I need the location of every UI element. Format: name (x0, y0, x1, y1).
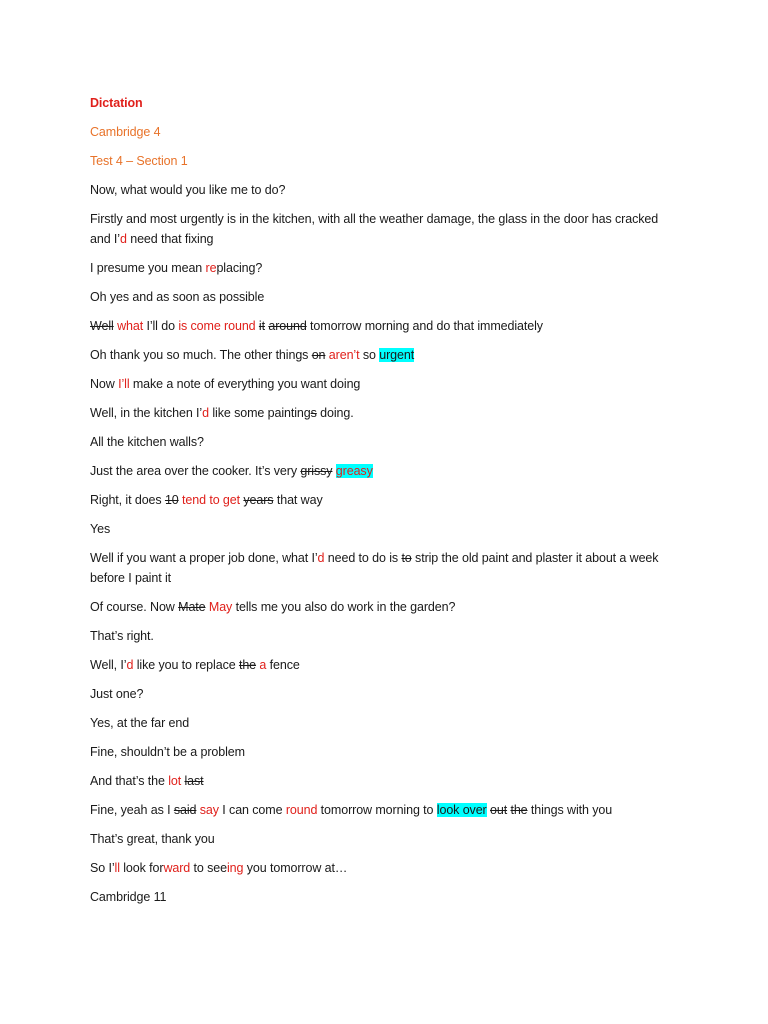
line-text: you tomorrow at… (243, 861, 348, 875)
marked-text: s (310, 406, 317, 420)
dialogue-line (90, 461, 668, 481)
dialogue-line (90, 597, 668, 617)
line-text: Yes, at the far end (90, 716, 190, 730)
dialogue-line (90, 655, 668, 675)
line-text: to see (190, 861, 227, 875)
line-text: doing. (316, 406, 354, 420)
marked-text: tend to get (182, 493, 241, 507)
dialogue-line (90, 742, 668, 762)
line-text: that way (273, 493, 323, 507)
line-text: Just the area over the cooker. It’s very (90, 464, 301, 478)
marked-text: the (238, 658, 257, 672)
marked-text: Well (90, 319, 114, 333)
dialogue-line (90, 287, 668, 307)
line-text: Oh yes and as soon as possible (90, 290, 265, 304)
document-title: Dictation (90, 96, 143, 110)
document-subtitle: Cambridge 4 (90, 125, 161, 139)
marked-text: aren’t (328, 348, 360, 362)
dialogue-line (90, 626, 668, 646)
dialogue-line (90, 887, 668, 907)
marked-text: look over (436, 803, 487, 817)
line-text: I’ll do (143, 319, 179, 333)
line-text: Fine, yeah as I (90, 803, 174, 817)
marked-text: to (401, 551, 412, 565)
line-text: That’s great, thank you (90, 832, 215, 846)
dialogue-line (90, 519, 668, 539)
line-text: Of course. Now (90, 600, 179, 614)
line-text: so (359, 348, 380, 362)
line-text: need to do is (324, 551, 402, 565)
marked-text: ll (114, 861, 120, 875)
line-text: strip the old paint and plaster it about a week before I paint it (90, 551, 659, 585)
line-text: Well, in the kitchen I’ (90, 406, 203, 420)
line-text: Right, it does (90, 493, 165, 507)
marked-text: I’ll (118, 377, 130, 391)
marked-text: round (285, 803, 318, 817)
marked-text: what (117, 319, 144, 333)
dialogue-line (90, 548, 668, 588)
marked-text: a (259, 658, 267, 672)
marked-text: years (243, 493, 274, 507)
dialogue-line (90, 432, 668, 452)
line-text: Now, what would you like me to do? (90, 183, 286, 197)
dialogue-line (90, 258, 668, 278)
line-text: That’s right. (90, 629, 154, 643)
marked-text: May (208, 600, 233, 614)
marked-text: is come round (178, 319, 256, 333)
dialogue-line (90, 180, 668, 200)
marked-text: urgent (379, 348, 415, 362)
dialogue-line (90, 374, 668, 394)
marked-text: greasy (335, 464, 373, 478)
marked-text: around (268, 319, 307, 333)
dialogue-line (90, 209, 668, 249)
marked-text: say (199, 803, 219, 817)
line-text: Yes (90, 522, 111, 536)
line-text: Fine, shouldn’t be a problem (90, 745, 245, 759)
dialogue-line (90, 684, 668, 704)
marked-text: last (184, 774, 204, 788)
marked-text: d (202, 406, 209, 420)
line-text: Oh thank you so much. The other things (90, 348, 312, 362)
line-text: make a note of everything you want doing (129, 377, 361, 391)
line-text: Well, I’ (90, 658, 127, 672)
marked-text: out (490, 803, 508, 817)
marked-text: lot (168, 774, 182, 788)
dialogue-line (90, 800, 668, 820)
line-text: fence (266, 658, 300, 672)
line-text: Cambridge 11 (90, 890, 167, 904)
marked-text: said (173, 803, 197, 817)
line-text: I presume you mean (90, 261, 206, 275)
line-text: need that fixing (126, 232, 214, 246)
marked-text: 10 (164, 493, 179, 507)
marked-text: d (119, 232, 127, 246)
line-text: Now (90, 377, 119, 391)
line-text: look for (119, 861, 164, 875)
marked-text: on (311, 348, 326, 362)
line-text: Well if you want a proper job done, what I’ (90, 551, 318, 565)
line-text: Just one? (90, 687, 144, 701)
marked-text: grissy (300, 464, 333, 478)
dialogue-line (90, 829, 668, 849)
dialogue-line (90, 490, 668, 510)
marked-text: the (510, 803, 528, 817)
marked-text: it (258, 319, 265, 333)
dialogue-line (90, 713, 668, 733)
dialogue-lines (90, 180, 668, 907)
line-text: like some painting (208, 406, 311, 420)
marked-text: d (317, 551, 325, 565)
marked-text: Mate (178, 600, 206, 614)
dialogue-line (90, 403, 668, 423)
line-text: things with you (527, 803, 613, 817)
line-text: tomorrow morning and do that immediately (306, 319, 543, 333)
line-text: All the kitchen walls? (90, 435, 204, 449)
dialogue-line (90, 771, 668, 791)
section-heading: Test 4 – Section 1 (90, 154, 188, 168)
marked-text: ing (226, 861, 244, 875)
line-text: like you to replace (133, 658, 239, 672)
marked-text: d (126, 658, 134, 672)
marked-text: re (205, 261, 217, 275)
dialogue-line (90, 316, 668, 336)
line-text: And that’s the (90, 774, 169, 788)
line-text: tells me you also do work in the garden? (232, 600, 456, 614)
dialogue-line (90, 858, 668, 878)
line-text: So I’ (90, 861, 115, 875)
marked-text: ward (163, 861, 191, 875)
line-text: placing? (216, 261, 263, 275)
dialogue-line (90, 345, 668, 365)
line-text: Firstly and most urgently is in the kitchen, with all the weather damage, the glass in the door has cracked and I’ (90, 212, 659, 246)
line-text: I can come (218, 803, 286, 817)
line-text: tomorrow morning to (317, 803, 437, 817)
